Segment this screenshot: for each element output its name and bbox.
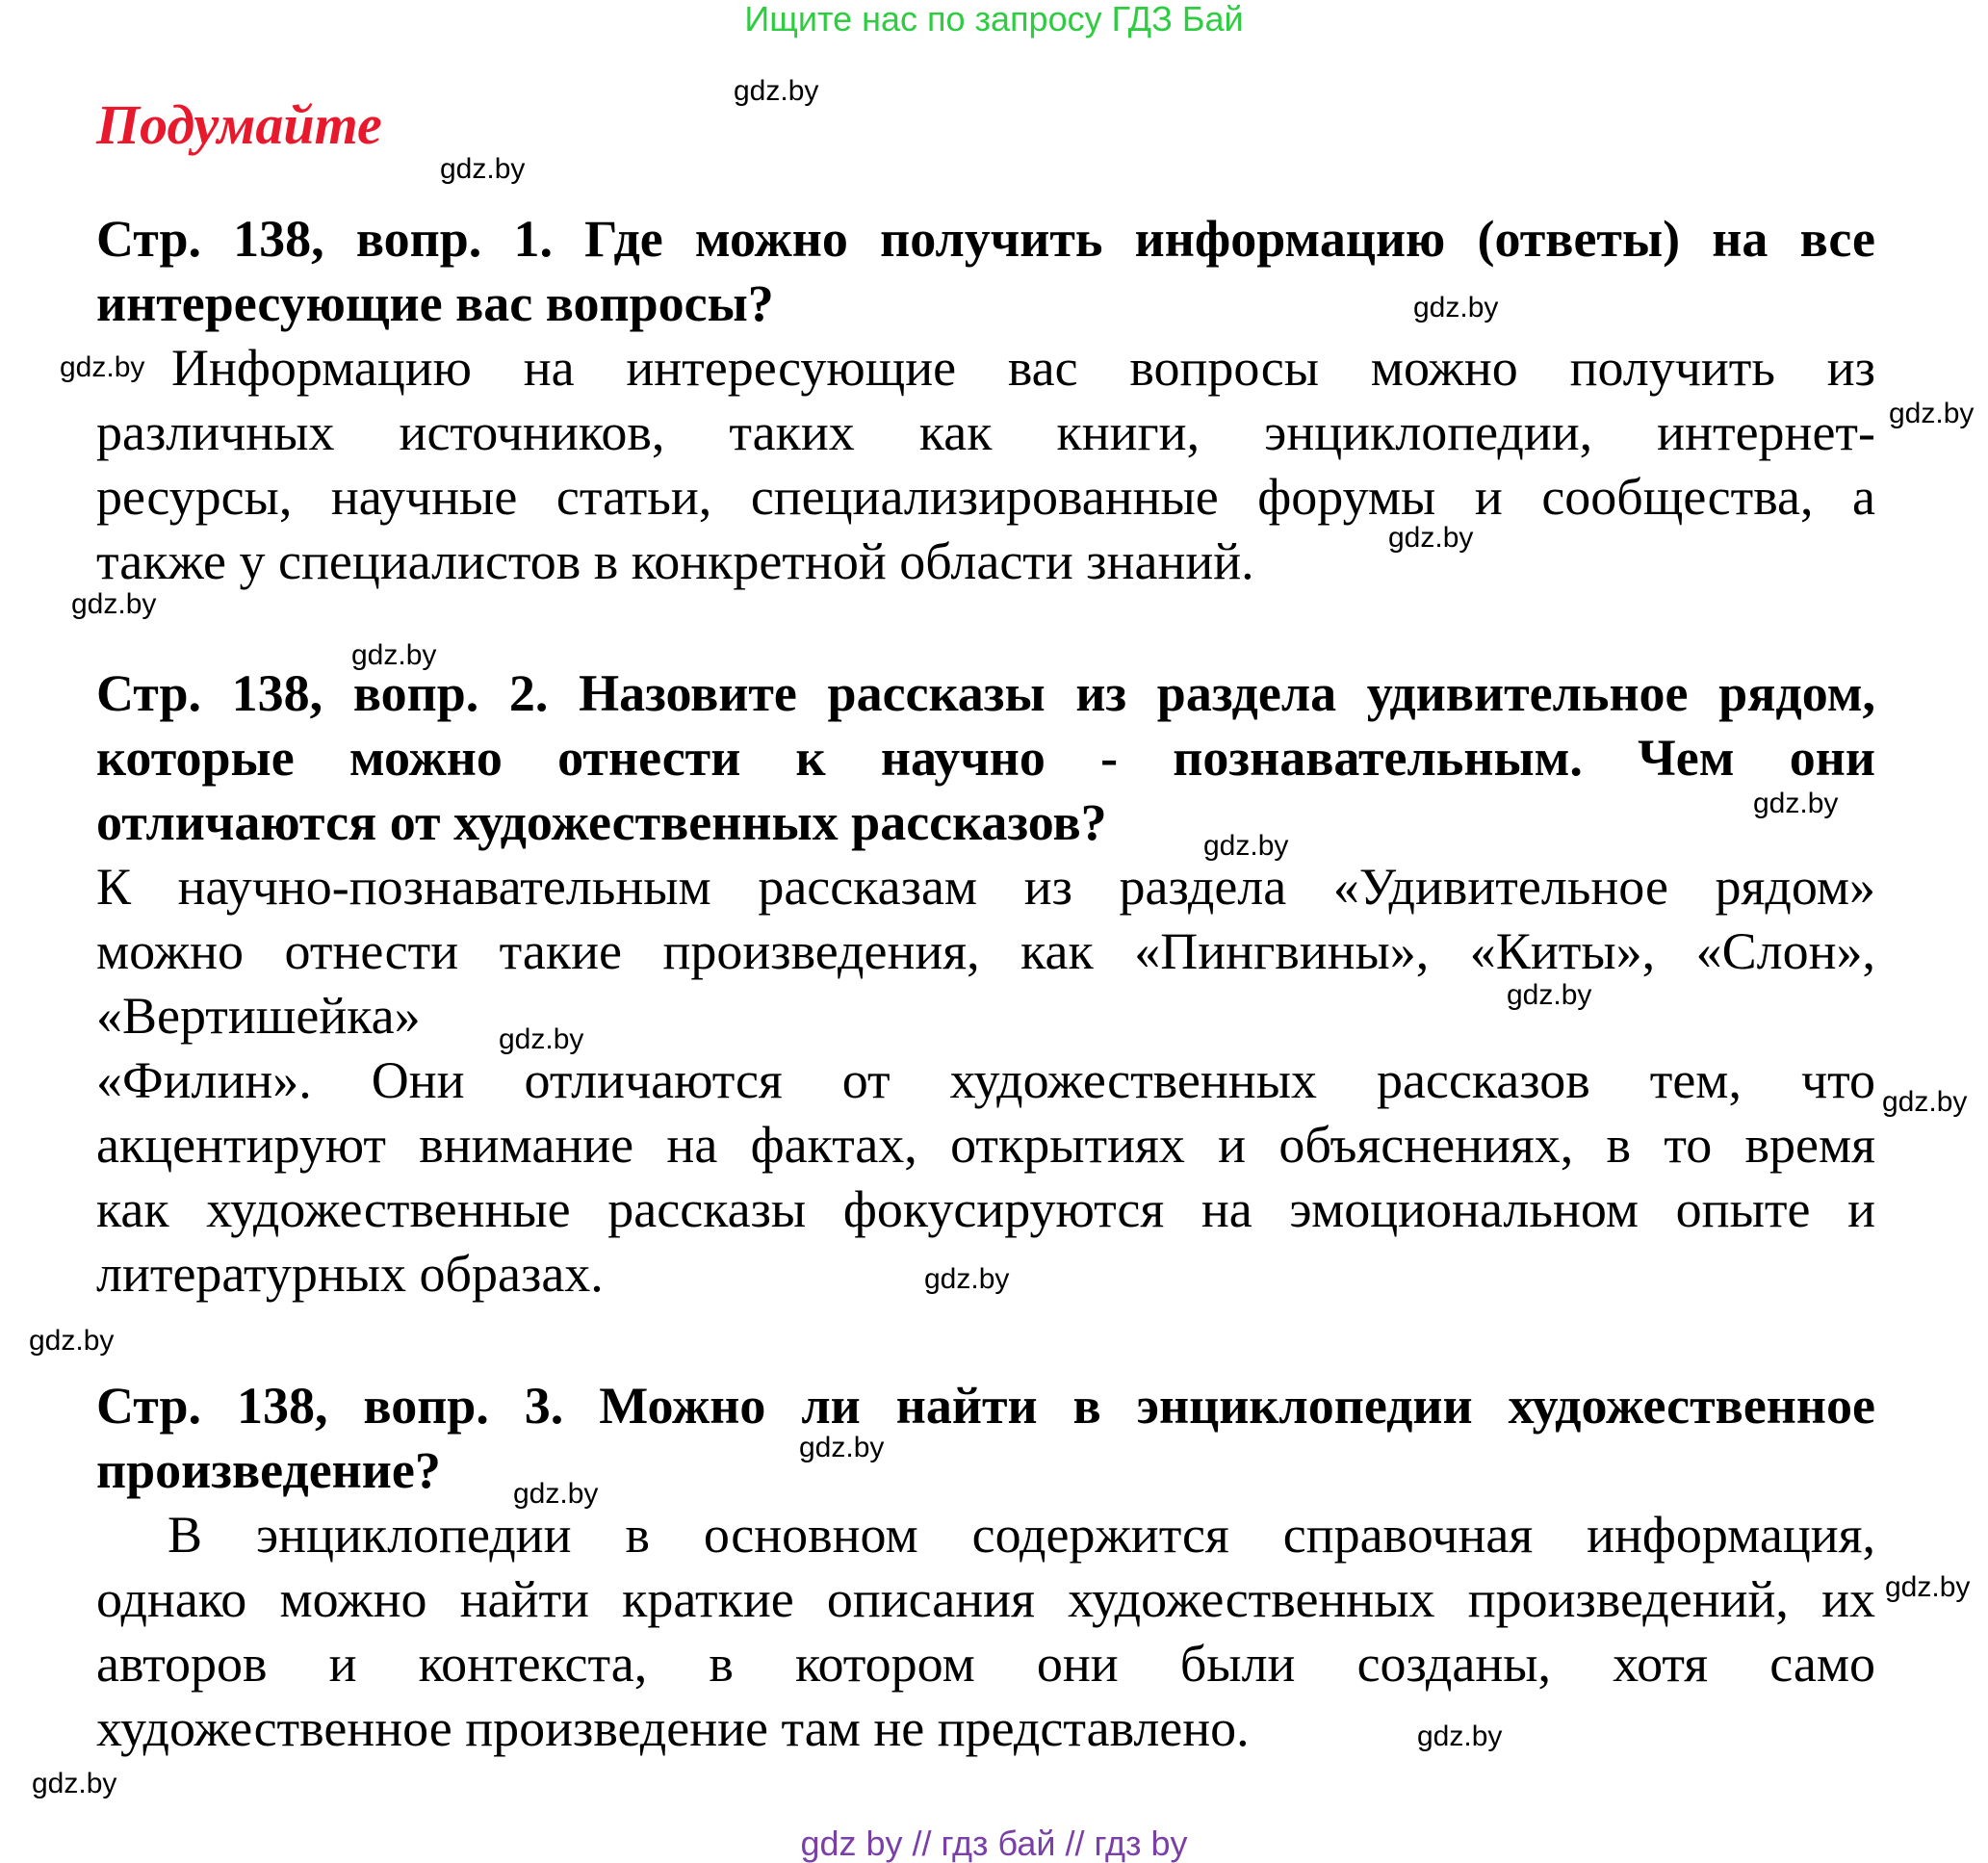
watermark: gdz.by — [1882, 1086, 1968, 1118]
answer-2-line: «Вертишейка» — [96, 987, 421, 1045]
answer-1-line: также у специалистов в конкретной области знаний. — [96, 532, 1254, 590]
answer-2-line: литературных образах. — [96, 1245, 604, 1303]
section-title: Подумайте — [96, 93, 382, 156]
watermark: gdz.by — [1417, 1721, 1503, 1752]
question-3-heading-line: Стр. 138, вопр. 3. Можно ли найти в энциклопедии художественное — [96, 1377, 1875, 1435]
watermark: gdz.by — [32, 1768, 117, 1799]
answer-1-line: Информацию на интересующие вас вопросы можно получить из — [171, 339, 1875, 397]
watermark: gdz.by — [1203, 830, 1289, 862]
watermark: gdz.by — [1388, 522, 1474, 554]
answer-1-line: различных источников, таких как книги, энциклопедии, интернет- — [96, 403, 1875, 461]
answer-3-line: В энциклопедии в основном содержится справочная информация, — [168, 1506, 1875, 1564]
answer-2-line: как художественные рассказы фокусируются на эмоциональном опыте и — [96, 1180, 1875, 1238]
top-banner: Ищите нас по запросу ГДЗ Бай — [744, 0, 1244, 39]
watermark: gdz.by — [1885, 1571, 1971, 1603]
answer-3-line: однако можно найти краткие описания художественных произведений, их — [96, 1570, 1875, 1628]
watermark: gdz.by — [1507, 979, 1592, 1011]
question-1-answer — [96, 336, 1875, 594]
answer-3-line: художественное произведение там не представлено. — [96, 1699, 1250, 1757]
watermark: gdz.by — [71, 588, 157, 620]
answer-2-line: К научно-познавательным рассказам из раздела «Удивительное рядом» — [96, 858, 1875, 916]
question-3-heading — [96, 1374, 1875, 1503]
question-1-heading — [96, 207, 1875, 336]
answer-3-line: авторов и контекста, в котором они были созданы, хотя само — [96, 1635, 1875, 1693]
watermark: gdz.by — [1889, 398, 1975, 429]
watermark: gdz.by — [499, 1023, 584, 1055]
question-3-heading-line: произведение? — [96, 1441, 441, 1499]
question-1-heading-line: Стр. 138, вопр. 1. Где можно получить информацию (ответы) на все — [96, 210, 1875, 268]
watermark: gdz.by — [440, 153, 526, 185]
question-2-heading-line: Стр. 138, вопр. 2. Назовите рассказы из раздела удивительное рядом, — [96, 664, 1875, 722]
question-2-heading — [96, 661, 1875, 855]
question-2-answer — [96, 855, 1875, 1307]
question-2-heading-line: которые можно отнести к научно - познавательным. Чем они — [96, 729, 1875, 787]
watermark: gdz.by — [1753, 788, 1839, 819]
footer-links: gdz by // гдз бай // гдз by — [800, 1824, 1188, 1863]
answer-2-line: можно отнести такие произведения, как «Пингвины», «Киты», «Слон», — [96, 922, 1875, 980]
watermark: gdz.by — [29, 1325, 115, 1357]
question-1-heading-line: интересующие вас вопросы? — [96, 274, 774, 332]
watermark: gdz.by — [60, 351, 145, 383]
watermark: gdz.by — [734, 75, 819, 107]
answer-1-line: ресурсы, научные статьи, специализированные форумы и сообщества, а — [96, 468, 1875, 526]
watermark: gdz.by — [351, 639, 437, 671]
answer-2-line: «Филин». Они отличаются от художественных рассказов тем, что — [96, 1051, 1875, 1109]
question-2-heading-line: отличаются от художественных рассказов? — [96, 793, 1107, 851]
question-3-answer — [96, 1503, 1875, 1761]
answer-2-line: акцентируют внимание на фактах, открытиях и объяснениях, в то время — [96, 1116, 1875, 1174]
watermark: gdz.by — [513, 1478, 599, 1510]
watermark: gdz.by — [1413, 292, 1499, 323]
watermark: gdz.by — [924, 1263, 1010, 1295]
watermark: gdz.by — [799, 1432, 885, 1463]
